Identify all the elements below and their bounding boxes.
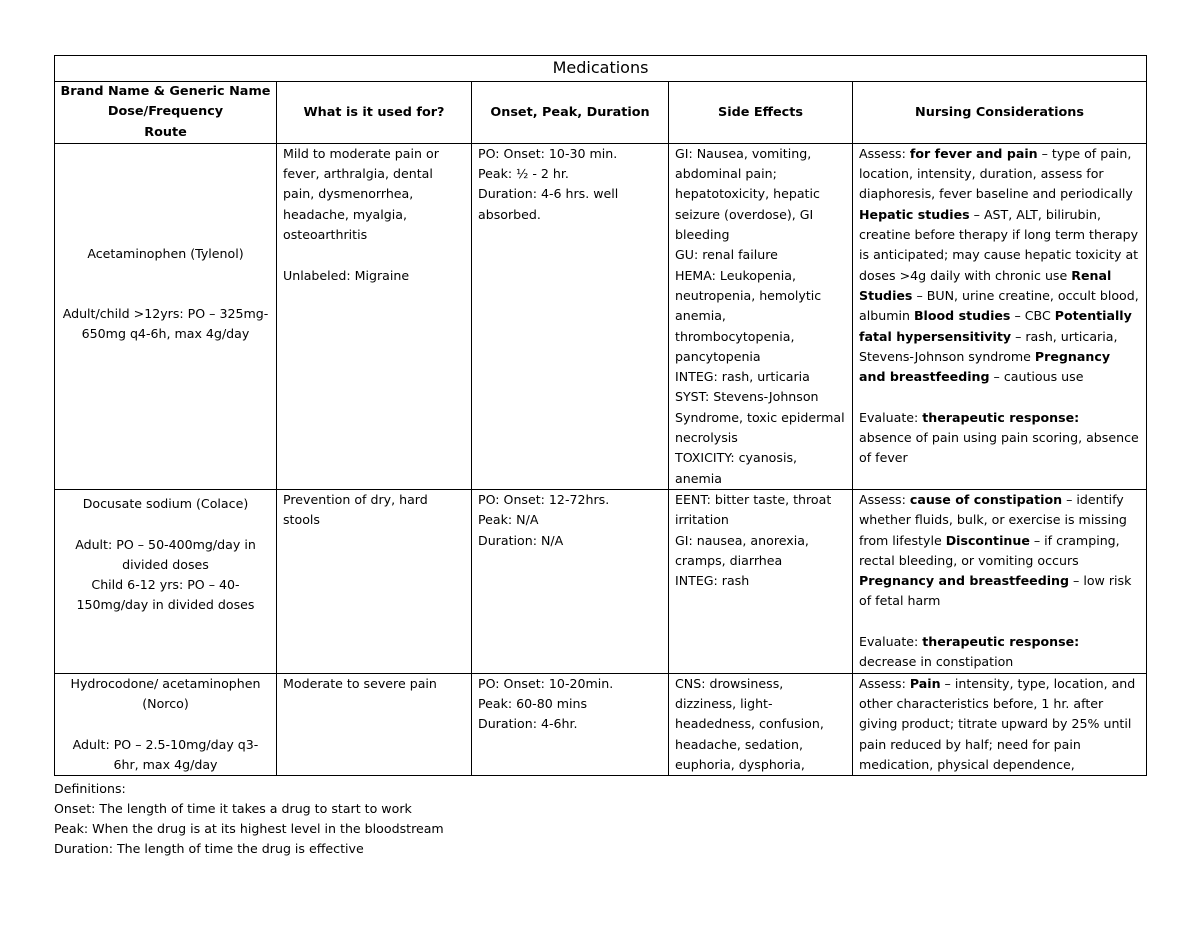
onset-peak-duration-cell: PO: Onset: 10-20min. Peak: 60-80 mins Duration: 4-6hr. bbox=[472, 673, 669, 775]
drug-dose: Adult/child >12yrs: PO – 325mg-650mg q4-6h, max 4g/day bbox=[62, 306, 269, 342]
header-onset-peak-duration: Onset, Peak, Duration bbox=[472, 82, 669, 144]
table-row bbox=[55, 673, 1147, 775]
header-row bbox=[55, 82, 1147, 144]
drug-name: Acetaminophen (Tylenol) bbox=[87, 245, 244, 261]
drug-name: Docusate sodium (Colace) bbox=[82, 495, 249, 511]
onset-peak-duration-cell: PO: Onset: 12-72hrs. Peak: N/A Duration: N/A bbox=[472, 489, 669, 673]
header-nursing-considerations: Nursing Considerations bbox=[853, 82, 1147, 144]
uses-cell: Mild to moderate pain or fever, arthralgia, dental pain, dysmenorrhea, headache, myalgia, osteoarthritis Unlabeled: Migraine bbox=[277, 143, 472, 489]
header-uses: What is it used for? bbox=[277, 82, 472, 144]
drug-dose: Adult: PO – 2.5-10mg/day q3-6hr, max 4g/day bbox=[72, 736, 259, 772]
table-title: Medications bbox=[55, 56, 1147, 82]
definition-duration: Duration: The length of time the drug is effective bbox=[54, 841, 364, 856]
nursing-considerations-cell: Assess: Pain – intensity, type, location, and other characteristics before, 1 hr. after giving product; titrate upward by 25% until pain reduced by half; need for pain medication, physical dependence, bbox=[853, 673, 1147, 775]
side-effects-cell: GI: Nausea, vomiting, abdominal pain; hepatotoxicity, hepatic seizure (overdose), GI bleeding GU: renal failure HEMA: Leukopenia, neutropenia, hemolytic anemia, thrombocytopenia, pancytopenia INTEG: rash, urticaria SYST: Stevens-Johnson Syndrome, toxic epidermal necrolysis TOXICITY: cyanosis, anemia bbox=[669, 143, 853, 489]
uses-cell: Moderate to severe pain bbox=[277, 673, 472, 775]
drug-dose: Adult: PO – 50-400mg/day in divided doses bbox=[75, 536, 256, 572]
drug-name: Hydrocodone/ acetaminophen (Norco) bbox=[70, 675, 261, 711]
nursing-considerations-cell: Assess: for fever and pain – type of pain, location, intensity, duration, assess for diaphoresis, fever baseline and periodically Hepatic studies – AST, ALT, bilirubin, creatine before therapy if long term therapy is anticipated; may cause hepatic toxicity at doses >4g daily with chronic use Renal Studies – BUN, urine creatine, occult blood, albumin Blood studies – CBC Potentially fatal hypersensitivity – rash, urticaria, Stevens-Johnson syndrome Pregnancy and breastfeeding – cautious use Evaluate: therapeutic response: absence of pain using pain scoring, absence of fever bbox=[853, 143, 1147, 489]
drug-name-dose-cell bbox=[55, 143, 277, 489]
table-row bbox=[55, 489, 1147, 673]
table-row bbox=[55, 143, 1147, 489]
definitions-heading: Definitions: bbox=[54, 781, 126, 796]
drug-dose-child: Child 6-12 yrs: PO – 40-150mg/day in divided doses bbox=[76, 577, 255, 613]
drug-name-dose-cell bbox=[55, 489, 277, 673]
medications-sheet bbox=[54, 55, 1146, 776]
uses-cell: Prevention of dry, hard stools bbox=[277, 489, 472, 673]
nursing-considerations-cell: Assess: cause of constipation – identify whether fluids, bulk, or exercise is missing from lifestyle Discontinue – if cramping, rectal bleeding, or vomiting occurs Pregnancy and breastfeeding – low risk of fetal harm Evaluate: therapeutic response: decrease in constipation bbox=[853, 489, 1147, 673]
onset-peak-duration-cell: PO: Onset: 10-30 min. Peak: ½ - 2 hr. Duration: 4-6 hrs. well absorbed. bbox=[472, 143, 669, 489]
medications-table bbox=[54, 55, 1147, 776]
drug-name-dose-cell bbox=[55, 673, 277, 775]
header-name-dose-route: Brand Name & Generic Name Dose/Frequency Route bbox=[55, 82, 277, 144]
definition-peak: Peak: When the drug is at its highest level in the bloodstream bbox=[54, 821, 444, 836]
definitions-section bbox=[54, 779, 444, 859]
definition-onset: Onset: The length of time it takes a drug to start to work bbox=[54, 801, 412, 816]
header-side-effects: Side Effects bbox=[669, 82, 853, 144]
side-effects-cell: EENT: bitter taste, throat irritation GI: nausea, anorexia, cramps, diarrhea INTEG: rash bbox=[669, 489, 853, 673]
side-effects-cell: CNS: drowsiness, dizziness, light-headedness, confusion, headache, sedation, euphoria, dysphoria, bbox=[669, 673, 853, 775]
